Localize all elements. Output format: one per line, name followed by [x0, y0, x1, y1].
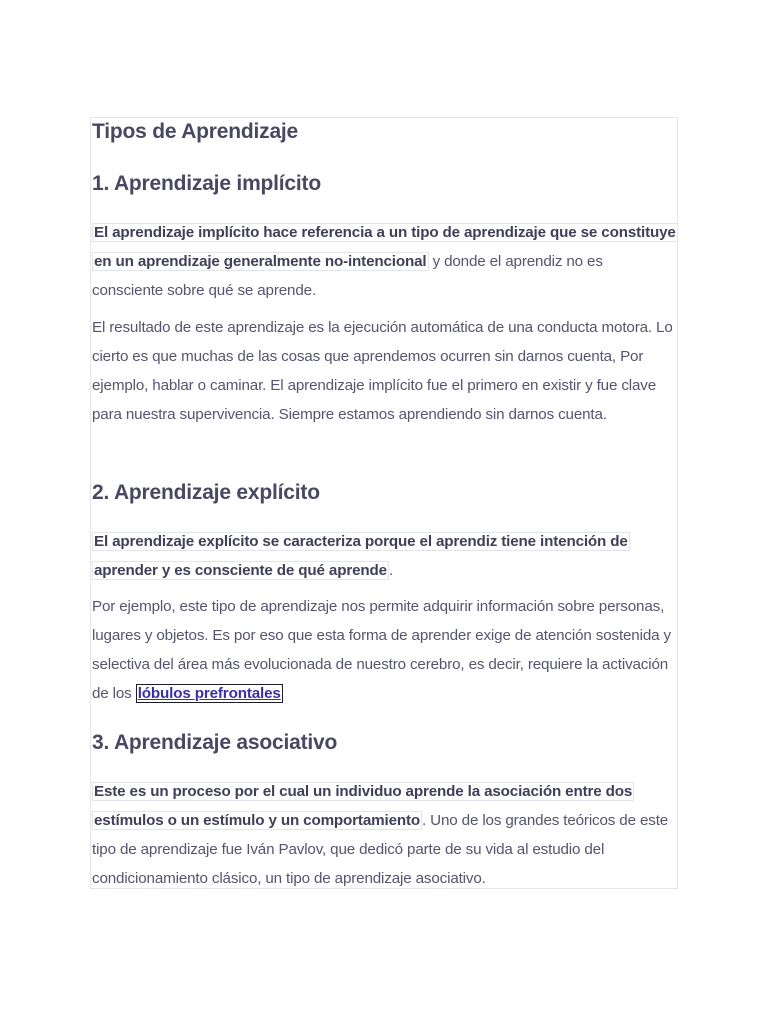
paragraph-explicit-intro [92, 527, 676, 585]
paragraph-implicit-body: El resultado de este aprendizaje es la ejecución automática de una conducta motora. Lo cierto es que muchas de las cosas que aprendemos ocurren sin darnos cuenta, Por ejemplo, hablar o caminar. El aprendizaje implícito fue el primero en existir y fue clave para nuestra supervivencia. Siempre estamos aprendiendo sin darnos cuenta. [92, 319, 673, 423]
paragraph-explicit-body [92, 592, 676, 708]
paragraph-text: Por ejemplo, este tipo de aprendizaje nos permite adquirir información sobre personas, lugares y objetos. Es por eso que esta forma de aprender exige de atención sostenida y selectiva del área más evolucionada de nuestro cerebro, es decir, requiere la activación de los [92, 598, 671, 702]
highlighted-definition-implicit: El aprendizaje implícito hace referencia a un tipo de aprendizaje que se constituye en un aprendizaje generalmente no-intencional [94, 224, 676, 270]
section-heading-implicit: 1. Aprendizaje implícito [92, 172, 321, 195]
paragraph-implicit-intro [92, 218, 676, 305]
paragraph-text: y donde el aprendiz no es consciente sobre qué se aprende. [92, 253, 603, 299]
paragraph-text: . [388, 562, 394, 579]
highlighted-definition-associative: Este es un proceso por el cual un individuo aprende la asociación entre dos estímulos o un estímulo y un comportamiento [94, 783, 633, 829]
highlighted-definition-explicit: El aprendizaje explícito se caracteriza porque el aprendiz tiene intención de aprender y es consciente de qué aprende [94, 533, 628, 579]
section-heading-associative: 3. Aprendizaje asociativo [92, 731, 338, 754]
paragraph-text: . Uno de los grandes teóricos de este tipo de aprendizaje fue Iván Pavlov, que dedicó parte de su vida al estudio del condicionamiento clásico, un tipo de aprendizaje asociativo. [92, 812, 669, 887]
document-title: Tipos de Aprendizaje [92, 120, 299, 143]
prefrontal-lobes-link[interactable]: lóbulos prefrontales [137, 685, 281, 702]
section-heading-explicit: 2. Aprendizaje explícito [92, 481, 320, 504]
paragraph-associative-intro [92, 777, 676, 889]
document-frame [90, 117, 678, 889]
